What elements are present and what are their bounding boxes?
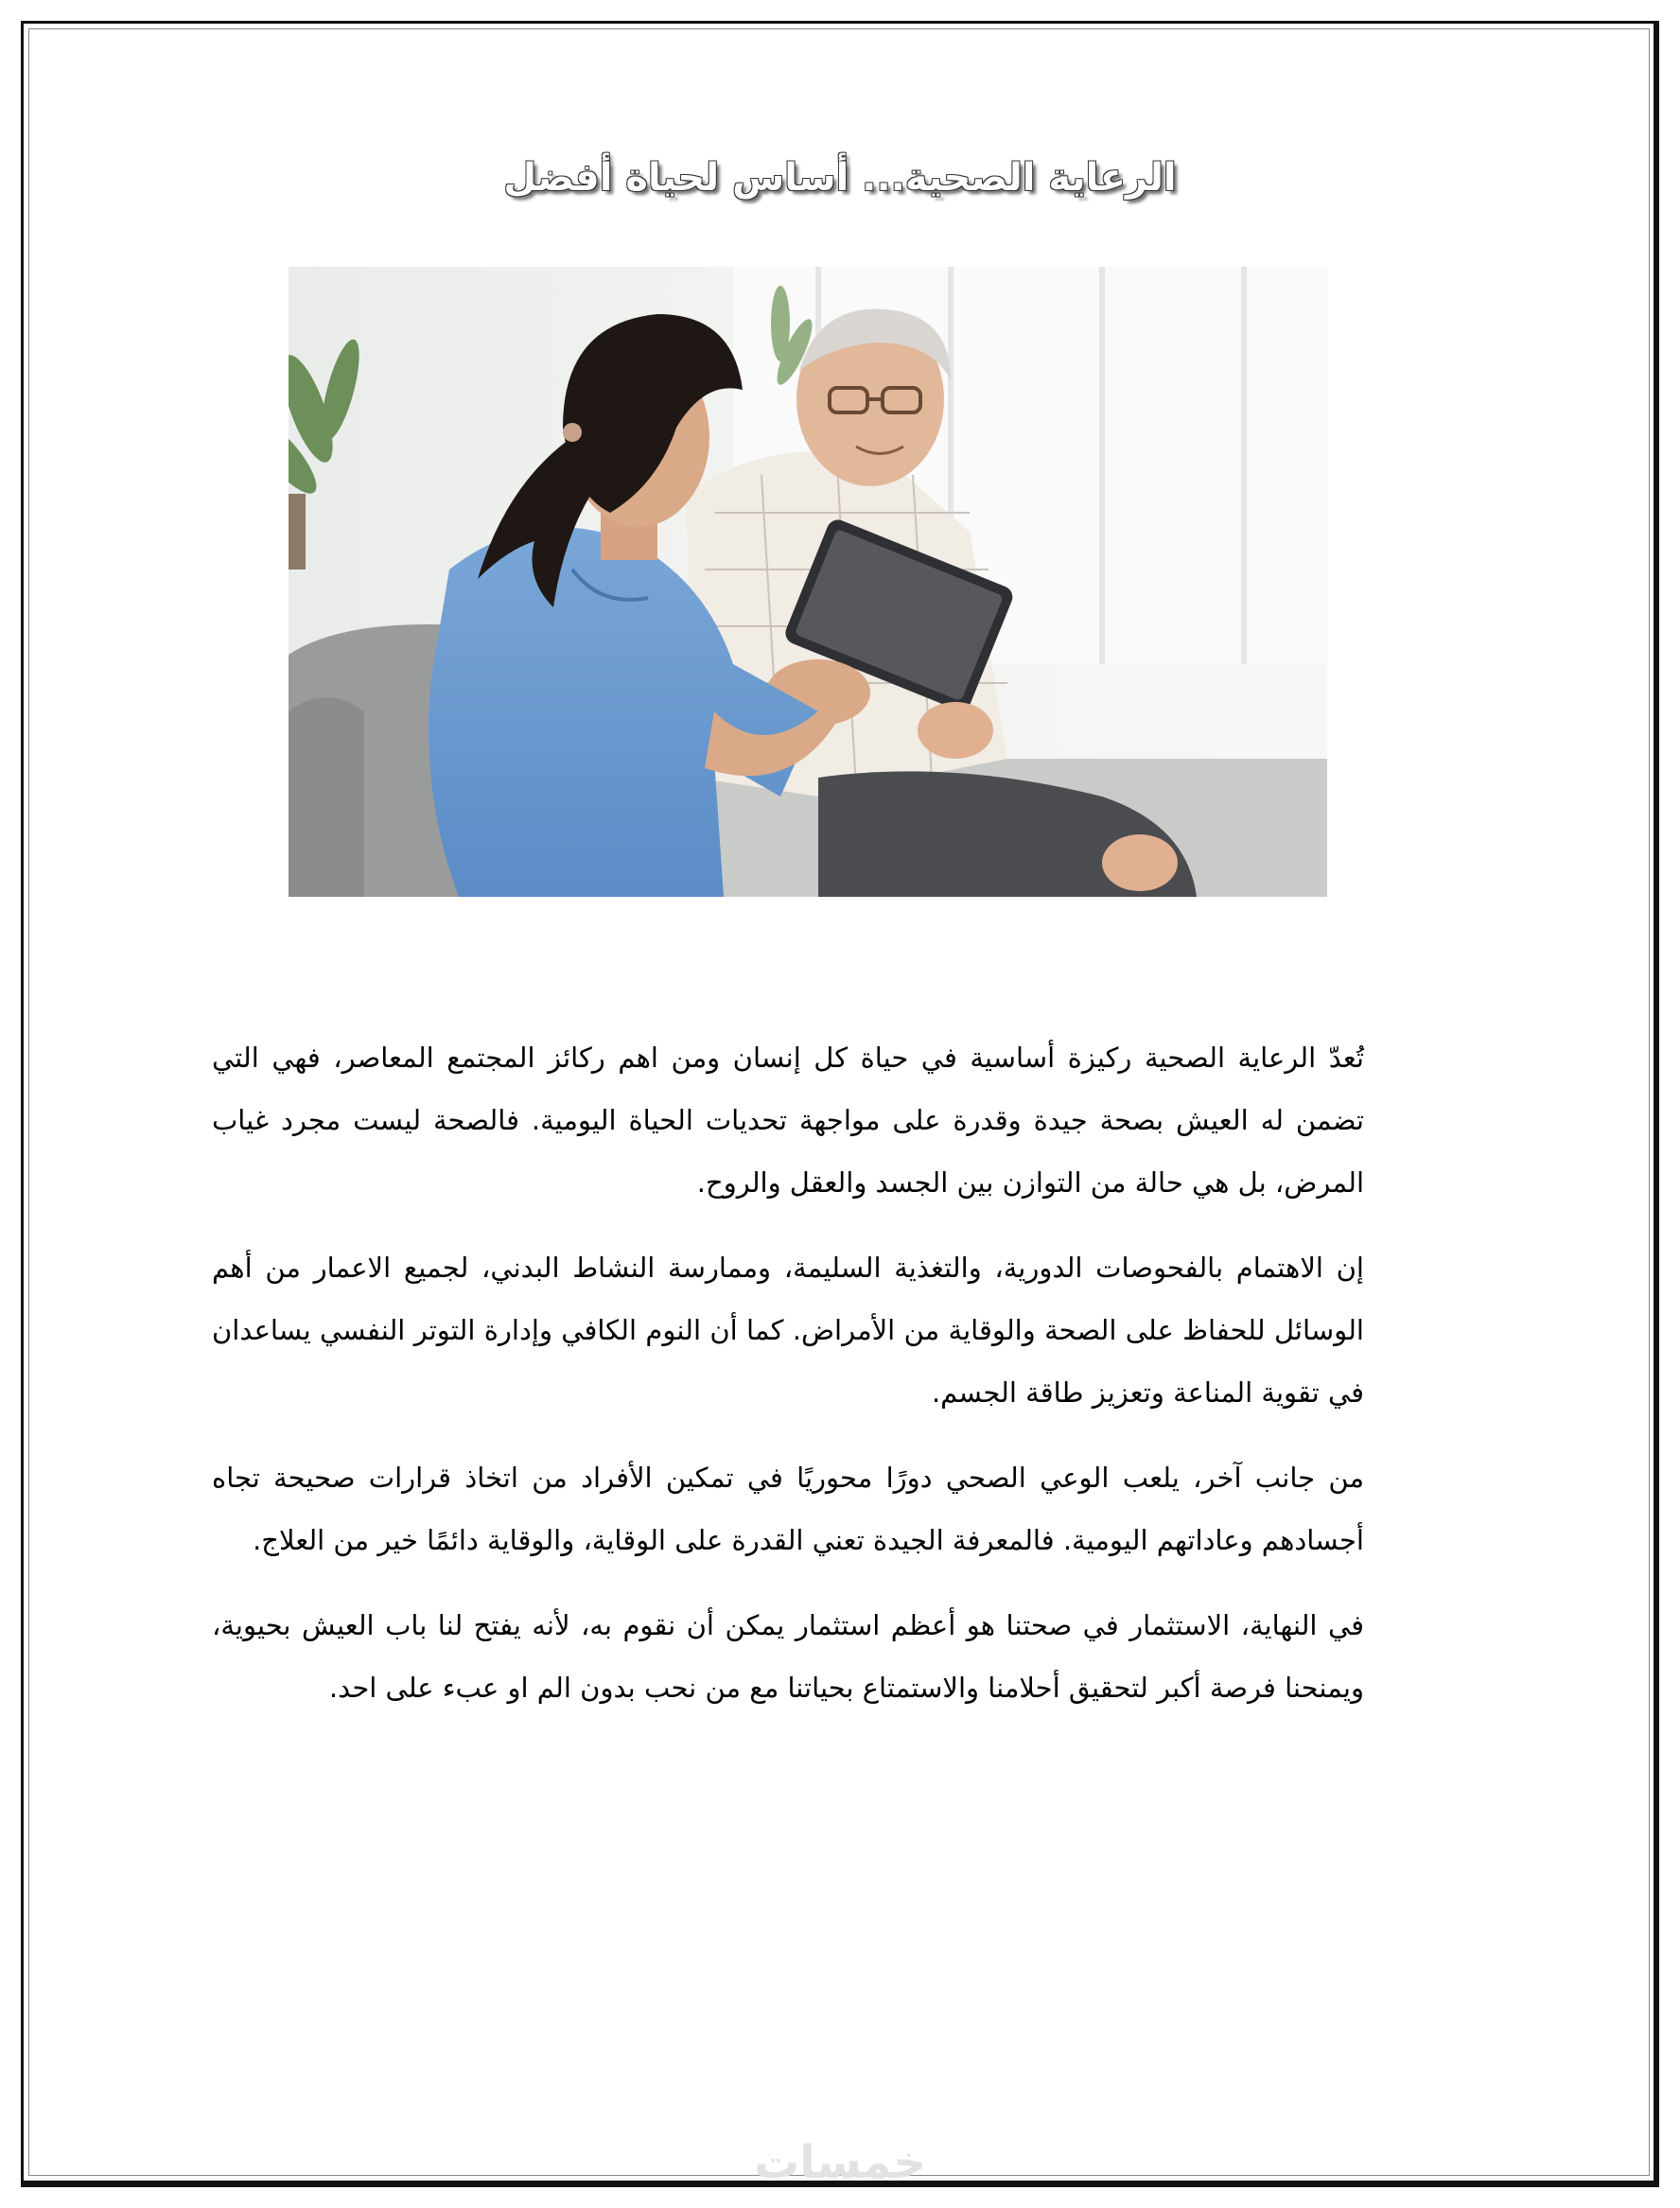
watermark-logo: خمسات bbox=[754, 2136, 926, 2189]
paragraph-2: إن الاهتمام بالفحوصات الدورية، والتغذية السليمة، وممارسة النشاط البدني، لجميع الاعمار من أهم الوسائل للحفاظ على الصحة والوقاية من الأمراض. كما أن النوم الكافي وإدارة التوتر النفسي يساعدان في تقوية المناعة وتعزيز طاقة الجسم. bbox=[212, 1252, 1364, 1409]
document-body bbox=[212, 1026, 1364, 1742]
paragraph-1: تُعدّ الرعاية الصحية ركيزة أساسية في حياة كل إنسان ومن اهم ركائز المجتمع المعاصر، فهي التي تضمن له العيش بصحة جيدة وقدرة على مواجهة تحديات الحياة اليومية. فالصحة ليست مجرد غياب المرض، بل هي حالة من التوازن بين الجسد والعقل والروح. bbox=[212, 1042, 1364, 1199]
document-title: الرعاية الصحية... أساس لحياة أفضل bbox=[503, 156, 1177, 200]
paragraph-4: في النهاية، الاستثمار في صحتنا هو أعظم استثمار يمكن أن نقوم به، لأنه يفتح لنا باب العيش بحيوية، ويمنحنا فرصة أكبر لتحقيق أحلامنا والاستمتاع بحياتنا مع من نحب بدون الم او عبء على احد. bbox=[212, 1609, 1364, 1704]
paragraph-3: من جانب آخر، يلعب الوعي الصحي دورًا محوريًا في تمكين الأفراد من اتخاذ قرارات صحيحة تجاه أجسادهم وعاداتهم اليومية. فالمعرفة الجيدة تعني القدرة على الوقاية، والوقاية دائمًا خير من العلاج. bbox=[212, 1462, 1364, 1556]
nurse-with-elderly-patient-photo bbox=[289, 267, 1327, 897]
